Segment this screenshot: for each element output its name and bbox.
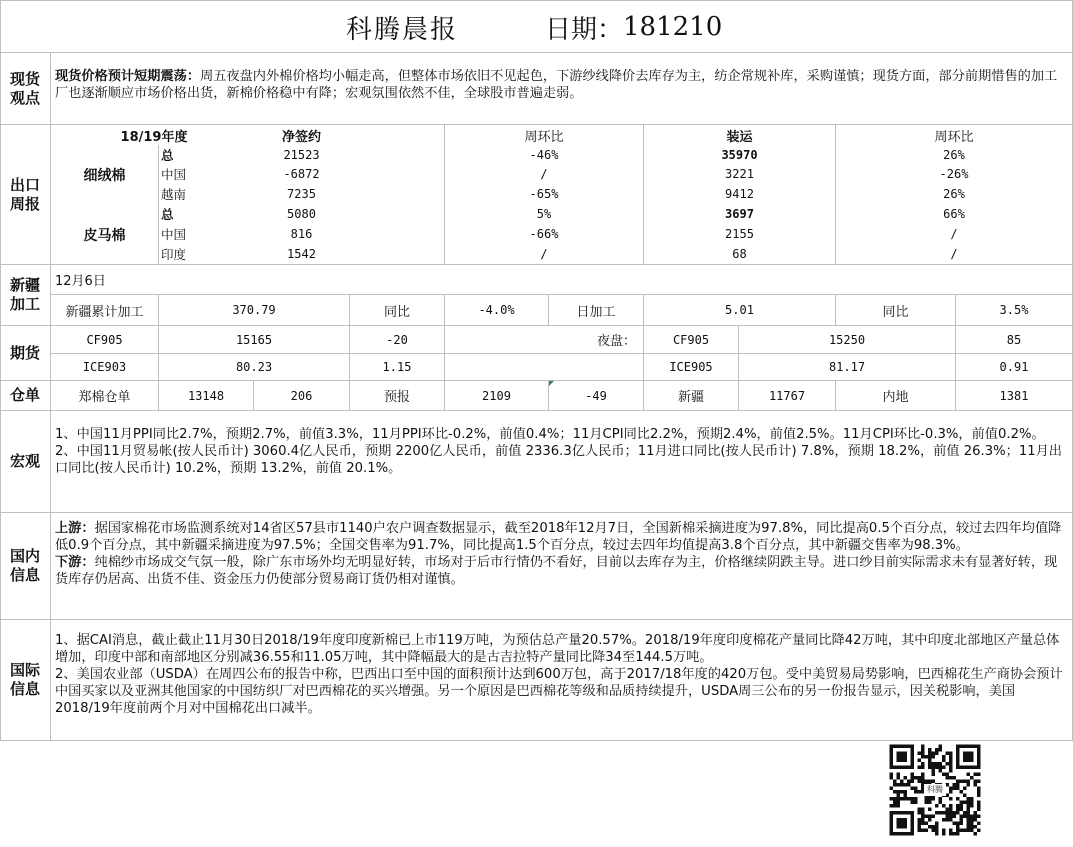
futures-night-name: ICE905 bbox=[669, 360, 713, 374]
warehouse-forecast-label: 预报 bbox=[383, 390, 410, 405]
export-net-wow: -66% bbox=[529, 227, 559, 241]
warehouse-zc-change: 206 bbox=[290, 388, 313, 403]
qr-code bbox=[880, 744, 990, 836]
label-export: 出口 周报 bbox=[9, 175, 40, 213]
label-domestic: 国内 信息 bbox=[9, 547, 40, 584]
export-header-net-wow: 周环比 bbox=[524, 129, 564, 145]
warehouse-forecast-change: -49 bbox=[585, 388, 607, 403]
export-row-label: 印度 bbox=[161, 247, 187, 262]
report-date bbox=[545, 8, 722, 46]
domestic-upstream bbox=[55, 520, 1067, 554]
export-ship-wow: / bbox=[950, 247, 958, 261]
macro-text bbox=[51, 426, 1072, 477]
export-header-ship: 装运 bbox=[726, 129, 753, 145]
futures-night-label: 夜盘： bbox=[596, 334, 636, 349]
futures-name: CF905 bbox=[86, 332, 123, 347]
export-ship-wow: / bbox=[950, 227, 958, 241]
export-header-season: 18/19年度 bbox=[120, 129, 188, 145]
xinjiang-daily-yoy-label: 同比 bbox=[882, 304, 909, 320]
export-net: 7235 bbox=[287, 187, 316, 201]
macro-item: 2、中国11月贸易帐(按人民币计) 3060.4亿人民币，预期 2200亿人民币，前值 2336.3亿人民币；11月进口同比(按人民币计) 7.8%，预期 18.2%，前值 26.3%；11月出口同比(按人民币计) 10.2%，预期 13.2%，前值 20.1%。 bbox=[55, 444, 1062, 476]
spot-view-body: 周五夜盘内外棉价格均小幅走高，但整体市场依旧不见起色，下游纱线降价去库存为主，纺企常规补库，采购谨慎；现货方面，部分前期惜售的加工厂也逐渐顺应市场价格出货，新棉价格稳中有降；宏观氛围依然不佳，全球股市普遍走弱。 bbox=[55, 69, 1058, 101]
report-title: 科腾晨报 bbox=[346, 14, 459, 45]
export-ship: 3221 bbox=[725, 167, 754, 181]
futures-change: 1.15 bbox=[382, 360, 412, 374]
export-row-label: 总 bbox=[161, 147, 174, 163]
upstream-label: 上游： bbox=[55, 521, 95, 536]
xinjiang-cum-value: 370.79 bbox=[232, 303, 276, 317]
futures-change: -20 bbox=[386, 332, 408, 347]
export-ship-wow: 26% bbox=[943, 187, 965, 201]
export-group-upland: 细绒棉 bbox=[83, 168, 126, 184]
futures-name: ICE903 bbox=[82, 360, 127, 374]
futures-price: 80.23 bbox=[235, 360, 273, 374]
export-ship-wow: 26% bbox=[943, 147, 965, 162]
xinjiang-daily-yoy-value: 3.5% bbox=[999, 303, 1029, 317]
export-row-label: 中国 bbox=[161, 227, 187, 242]
futures-price: 15165 bbox=[235, 332, 273, 347]
futures-night-change: 0.91 bbox=[999, 360, 1029, 374]
label-futures: 期货 bbox=[9, 343, 40, 362]
export-ship: 68 bbox=[732, 247, 747, 261]
export-ship: 3697 bbox=[725, 207, 754, 221]
export-net-wow: -46% bbox=[529, 147, 559, 162]
downstream-body: 纯棉纱市场成交气氛一般，除广东市场外均无明显好转，市场对于后市行情仍不看好，目前以去库存为主，价格继续阴跌主导。进口纱目前实际需求未有显著好转，现货库存仍居高、出货不佳、资金压力仍使部分贸易商订货仍相对谨慎。 bbox=[55, 555, 1058, 587]
export-header-net: 净签约 bbox=[281, 129, 321, 145]
label-warehouse: 仓单 bbox=[9, 386, 40, 404]
warehouse-xj-value: 11767 bbox=[768, 388, 806, 403]
xinjiang-daily-label: 日加工 bbox=[576, 304, 616, 320]
futures-night-price: 81.17 bbox=[828, 360, 866, 374]
warehouse-zc-value: 13148 bbox=[187, 388, 225, 403]
date-value: 181210 bbox=[623, 12, 723, 42]
export-net-wow: / bbox=[540, 167, 548, 181]
warehouse-nd-value: 1381 bbox=[999, 388, 1029, 403]
upstream-body: 据国家棉花市场监测系统对14省区57县市1140户农户调查数据显示，截至2018年12月7日，全国新棉采摘进度为97.8%，同比提高0.5个百分点，较过去四年均值降低0.9个百分点，其中新疆采摘进度为97.5%；全国交售率为91.7%，同比提高1.5个百分点，较过去四年均值提高3.8个百分点，其中新疆交售率为98.3%。 bbox=[55, 521, 1062, 553]
date-label: 日期： bbox=[545, 14, 624, 45]
export-ship: 2155 bbox=[725, 227, 754, 241]
international-item: 2、美国农业部（USDA）在周四公布的报告中称，巴西出口至中国的面积预计达到600万包，高于2017/18年度的420万包。受中美贸易局势影响，巴西棉花生产商协会预计中国买家以及亚洲其他国家的中国纺织厂对巴西棉花的买兴增强。另一个原因是巴西棉花等级和品质持续提升，USDA周三公布的另一份报告显示，因关税影响，美国2018/19年度前两个月对中国棉花出口减半。 bbox=[55, 667, 1063, 716]
warehouse-forecast-value: 2109 bbox=[482, 388, 511, 403]
export-row-label: 越南 bbox=[161, 187, 187, 202]
xinjiang-yoy-value: -4.0% bbox=[478, 303, 515, 317]
label-xinjiang: 新疆 加工 bbox=[9, 276, 40, 313]
label-macro: 宏观 bbox=[9, 452, 40, 470]
export-net: 816 bbox=[290, 227, 313, 241]
export-group-pima: 皮马棉 bbox=[83, 227, 126, 244]
warehouse-nd-label: 内地 bbox=[882, 390, 909, 405]
export-ship: 35970 bbox=[721, 147, 758, 162]
domestic-text bbox=[51, 520, 1072, 588]
export-net: 21523 bbox=[283, 147, 320, 162]
export-header-ship-wow: 周环比 bbox=[934, 129, 974, 145]
xinjiang-yoy-label: 同比 bbox=[383, 304, 410, 320]
macro-item: 1、中国11月PPI同比2.7%，预期2.7%，前值3.3%，11月PPI环比-0.2%，前值0.4%；11月CPI同比2.2%，预期2.4%，前值2.5%。11月CPI环比-0.3%，前值0.2%。 bbox=[55, 427, 1045, 442]
futures-night-name: CF905 bbox=[672, 332, 710, 347]
export-ship-wow: -26% bbox=[939, 167, 969, 181]
xinjiang-cum-label: 新疆累计加工 bbox=[65, 304, 144, 320]
warehouse-zc-label: 郑棉仓单 bbox=[78, 390, 131, 405]
futures-night-change: 85 bbox=[1006, 332, 1022, 347]
futures-night-price: 15250 bbox=[828, 332, 866, 347]
export-net: 5080 bbox=[287, 207, 316, 221]
xinjiang-date: 12月6日 bbox=[55, 274, 106, 289]
export-ship: 9412 bbox=[725, 187, 754, 201]
export-net: 1542 bbox=[287, 247, 316, 261]
xinjiang-daily-value: 5.01 bbox=[725, 303, 754, 317]
spot-view-headline: 现货价格预计短期震荡： bbox=[55, 69, 201, 84]
export-net: -6872 bbox=[283, 167, 320, 181]
export-row-label: 中国 bbox=[161, 167, 187, 182]
export-net-wow: -65% bbox=[529, 187, 559, 201]
label-spot: 现货 观点 bbox=[9, 69, 40, 107]
spot-view-text bbox=[51, 68, 1072, 102]
qr-caption: 科腾 bbox=[924, 784, 946, 796]
international-item: 1、据CAI消息，截止截止11月30日2018/19年度印度新棉已上市119万吨，为预估总产量20.57%。2018/19年度印度棉花产量同比降42万吨，其中印度北部地区产量总体增加，印度中部和南部地区分别减36.55和11.05万吨，其中降幅最大的是古吉拉特产量同比降34至144.5万吨。 bbox=[55, 633, 1060, 665]
export-net-wow: / bbox=[540, 247, 548, 261]
downstream-label: 下游： bbox=[55, 555, 95, 570]
warehouse-xj-label: 新疆 bbox=[677, 390, 704, 405]
label-international: 国际 信息 bbox=[9, 661, 40, 698]
export-ship-wow: 66% bbox=[943, 207, 965, 221]
export-row-label: 总 bbox=[161, 207, 174, 222]
domestic-downstream bbox=[55, 554, 1067, 588]
export-net-wow: 5% bbox=[536, 207, 552, 221]
international-text bbox=[51, 632, 1072, 717]
